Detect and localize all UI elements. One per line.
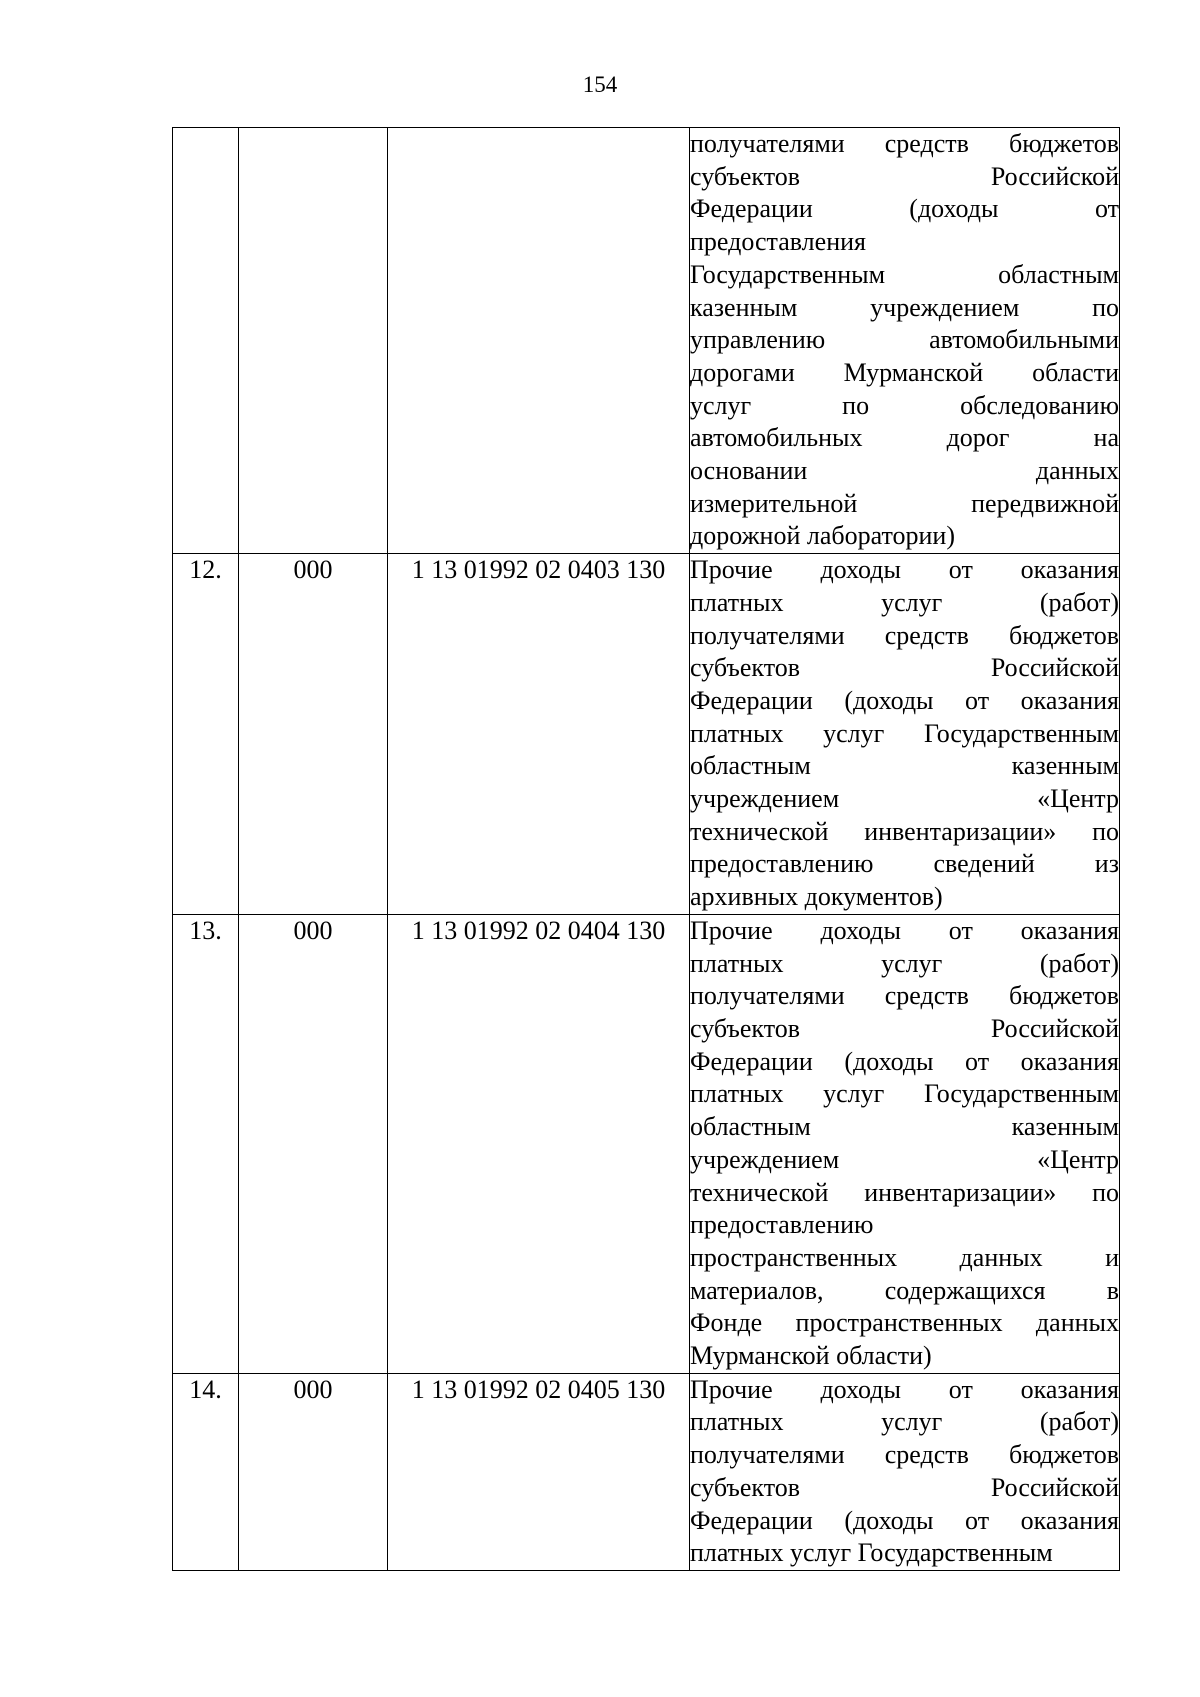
table-row	[173, 554, 1120, 915]
row-number-cell: 12.	[173, 554, 239, 915]
description-line: областным казенным	[690, 1112, 1119, 1142]
description-line: получателями средств бюджетов	[690, 620, 1119, 650]
description-line: получателями средств бюджетов	[690, 1440, 1119, 1470]
description-line: Прочие доходы от оказания	[690, 1374, 1119, 1404]
description-line: субъектов Российской	[690, 653, 1119, 683]
description-line: платных услуг (работ)	[690, 587, 1119, 617]
description-line: Государственным областным	[690, 259, 1119, 289]
description-line: Федерации (доходы от оказания	[690, 1505, 1119, 1535]
description-line: платных услуг Государственным	[690, 1538, 1053, 1568]
admin-code-cell: 000	[239, 554, 388, 915]
admin-code-cell: 000	[239, 1373, 388, 1570]
description-line: казенным учреждением по	[690, 292, 1119, 322]
description-line: субъектов Российской	[690, 161, 1119, 191]
description-line: технической инвентаризации» по	[690, 1177, 1119, 1207]
description-line: платных услуг (работ)	[690, 1407, 1119, 1437]
description-line: дорожной лаборатории)	[690, 521, 955, 551]
description-line: Федерации (доходы от оказания	[690, 685, 1119, 715]
description-line: материалов, содержащихся в	[690, 1275, 1119, 1305]
description-line: Мурманской области)	[690, 1341, 932, 1371]
table-row	[173, 914, 1120, 1373]
kbk-code-cell	[388, 128, 690, 554]
description-line: платных услуг Государственным	[690, 1079, 1119, 1109]
description-line: автомобильных дорог на	[690, 423, 1119, 453]
description-line: Федерации (доходы от оказания	[690, 1046, 1119, 1076]
description-line: субъектов Российской	[690, 1472, 1119, 1502]
description-line: измерительной передвижной	[690, 488, 1119, 518]
description-cell	[690, 914, 1120, 1373]
row-number-cell: 14.	[173, 1373, 239, 1570]
row-number-cell: 13.	[173, 914, 239, 1373]
description-line: учреждением «Центр	[690, 784, 1119, 814]
description-line: управлению автомобильными	[690, 325, 1119, 355]
description-line: архивных документов)	[690, 882, 943, 912]
description-line: дорогами Мурманской области	[690, 357, 1119, 387]
kbk-code-cell: 1 13 01992 02 0403 130	[388, 554, 690, 915]
description-line: пространственных данных и	[690, 1242, 1119, 1272]
kbk-code-cell: 1 13 01992 02 0404 130	[388, 914, 690, 1373]
description-line: Прочие доходы от оказания	[690, 555, 1119, 585]
description-line: платных услуг Государственным	[690, 718, 1119, 748]
admin-code-cell: 000	[239, 914, 388, 1373]
description-line: платных услуг (работ)	[690, 948, 1119, 978]
row-number-cell	[173, 128, 239, 554]
description-line: получателями средств бюджетов	[690, 981, 1119, 1011]
description-cell	[690, 1373, 1120, 1570]
description-line: предоставлению сведений из	[690, 849, 1119, 879]
description-line: областным казенным	[690, 751, 1119, 781]
description-line: технической инвентаризации» по	[690, 816, 1119, 846]
description-line: услуг по обследованию	[690, 390, 1119, 420]
description-line: учреждением «Центр	[690, 1144, 1119, 1174]
description-line: Прочие доходы от оказания	[690, 915, 1119, 945]
kbk-code-cell: 1 13 01992 02 0405 130	[388, 1373, 690, 1570]
description-line: основании данных	[690, 456, 1119, 486]
description-line: предоставления	[690, 227, 866, 257]
table-row	[173, 1373, 1120, 1570]
table-body	[173, 128, 1120, 1571]
description-line: субъектов Российской	[690, 1013, 1119, 1043]
description-line: Федерации (доходы от	[690, 194, 1119, 224]
description-cell	[690, 128, 1120, 554]
description-cell	[690, 554, 1120, 915]
description-line: Фонде пространственных данных	[690, 1308, 1119, 1338]
table-row	[173, 128, 1120, 554]
page-number: 154	[582, 72, 618, 97]
admin-code-cell	[239, 128, 388, 554]
description-line: получателями средств бюджетов	[690, 129, 1119, 158]
description-line: предоставлению	[690, 1210, 874, 1240]
budget-revenue-table	[172, 127, 1120, 1571]
